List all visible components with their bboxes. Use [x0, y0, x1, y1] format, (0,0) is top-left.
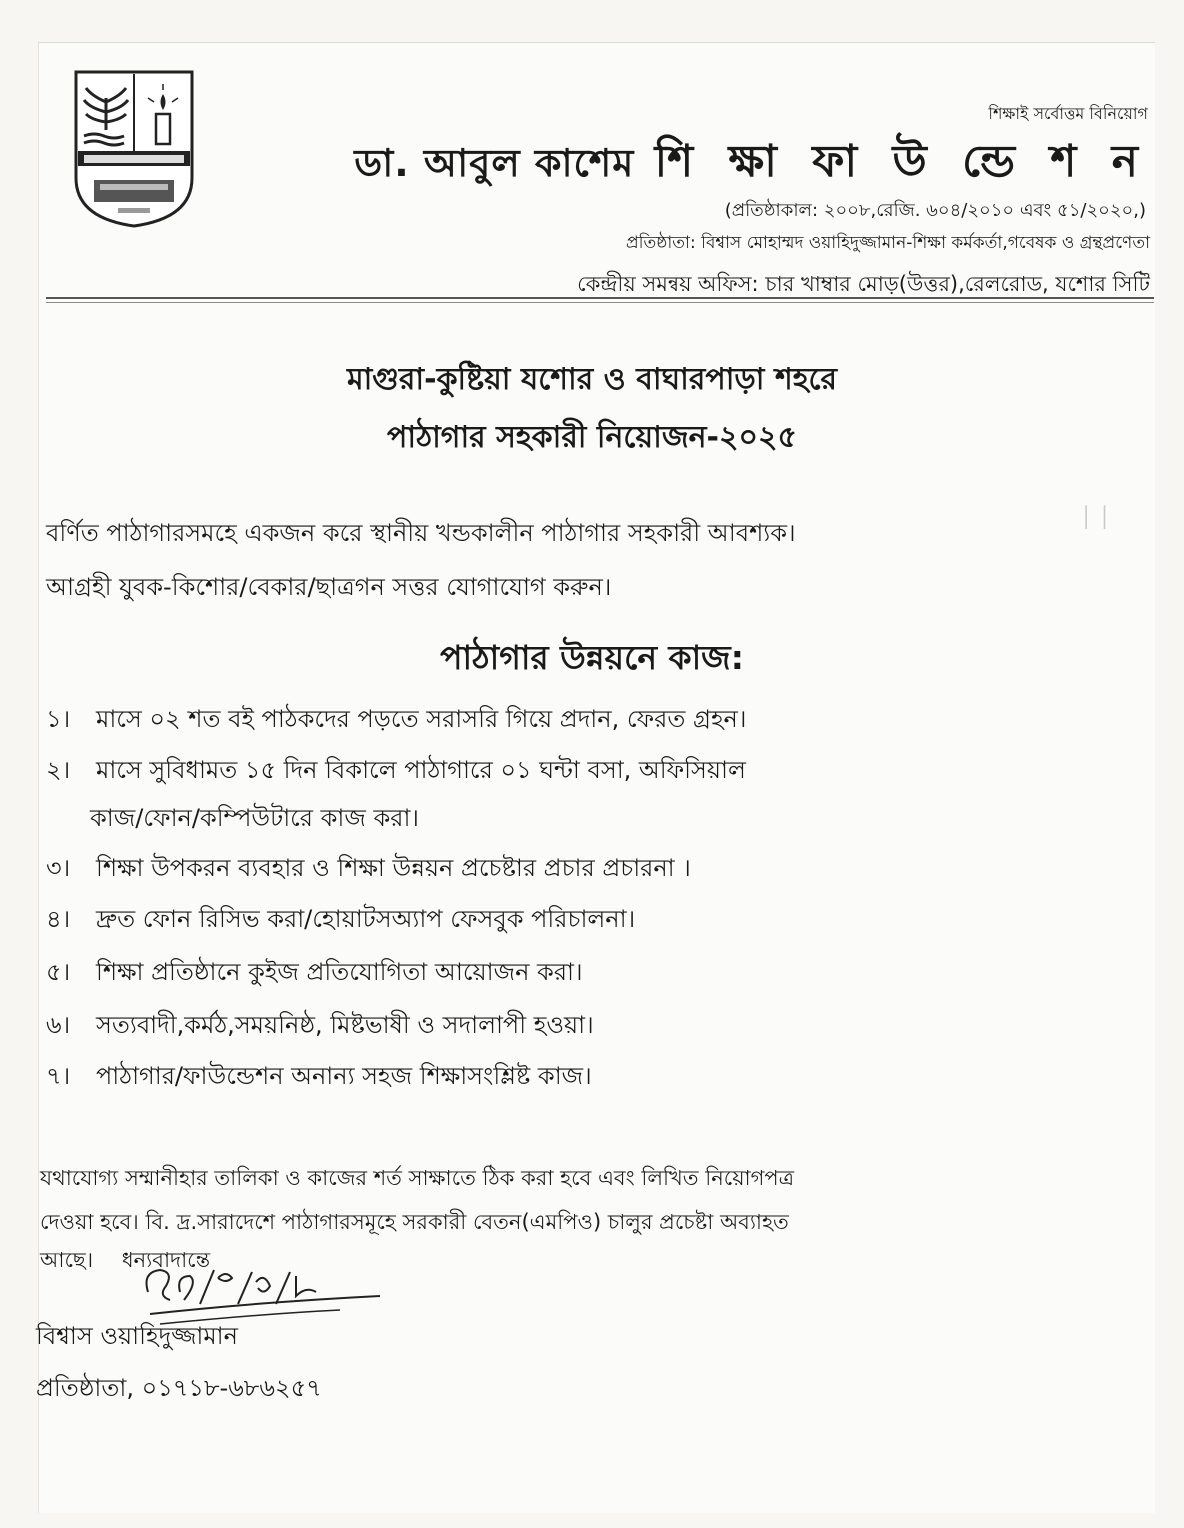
duty-item [46, 901, 635, 941]
notice-title-line1: মাগুরা-কুষ্টিয়া যশোর ও বাঘারপাড়া শহরে [346, 362, 838, 397]
founder-info: প্রতিষ্ঠাতা: বিশ্বাস মোহাম্মদ ওয়াহিদুজ্জামান-শিক্ষা কর্মকর্তা,গবেষক ও গ্রন্থপ্রণেতা [625, 233, 1150, 253]
org-name-main: শি ক্ষা ফা উ ন্ডে শ ন [654, 136, 1148, 187]
duty-item [46, 1007, 594, 1047]
duty-number: ১। [46, 705, 71, 733]
duty-item [46, 752, 746, 792]
duty-number: ৪। [46, 905, 71, 933]
organization-name [354, 128, 1148, 201]
duty-text: সত্যবাদী,কর্মঠ,সময়নিষ্ঠ, মিষ্টভাষী ও সদালাপী হওয়া। [96, 1011, 594, 1039]
duty-text: শিক্ষা উপকরন ব্যবহার ও শিক্ষা উন্নয়ন প্রচেষ্টার প্রচার প্রচারনা । [96, 854, 691, 882]
closing-line2: দেওয়া হবে। বি. দ্র.সারাদেশে পাঠাগারসমূহে সরকারী বেতন(এমপিও) চালুর প্রচেষ্টা অব্যাহত [40, 1210, 789, 1234]
closing-line3-text: আছে। [40, 1248, 94, 1272]
signatory-name: বিশ্বাস ওয়াহিদুজ্জামান [36, 1322, 238, 1350]
bleed-through: │ │ [1080, 505, 1111, 529]
notice-title-line2: পাঠাগার সহকারী নিয়োজন-২০২৫ [387, 420, 797, 455]
duty-number: ৫। [46, 958, 71, 986]
intro-line1: বর্ণিত পাঠাগারসমহে একজন করে স্থানীয় খন্ডকালীন পাঠাগার সহকারী আবশ্যক। [46, 519, 796, 547]
header-divider-thin [46, 302, 1154, 303]
thanks-text: ধন্যবাদান্তে [121, 1248, 211, 1272]
duty-text: পাঠাগার/ফাউন্ডেশন অনান্য সহজ শিক্ষাসংশ্লিষ্ট কাজ। [96, 1062, 592, 1090]
duty-item [46, 701, 746, 741]
tagline: শিক্ষাই সর্বোত্তম বিনিয়োগ [988, 104, 1148, 123]
foundation-logo [70, 68, 198, 230]
duty-text: দ্রুত ফোন রিসিভ করা/হোয়াটসঅ্যাপ ফেসবুক পরিচালনা। [96, 905, 636, 933]
closing-line1: যথাযোগ্য সম্মানীহার তালিকা ও কাজের শর্ত সাক্ষাতে ঠিক করা হবে এবং লিখিত নিয়োগপত্র [40, 1166, 795, 1190]
duty-text: মাসে ০২ শত বই পাঠকদের পড়তে সরাসরি গিয়ে প্রদান, ফেরত গ্রহন। [96, 705, 747, 733]
header-divider [46, 297, 1154, 299]
duty-text: মাসে সুবিধামত ১৫ দিন বিকালে পাঠাগারে ০১ ঘন্টা বসা, অফিসিয়াল [96, 756, 746, 784]
duty-text: শিক্ষা প্রতিষ্ঠানে কুইজ প্রতিযোগিতা আয়োজন করা। [96, 958, 583, 986]
duty-number: ৬। [46, 1011, 71, 1039]
office-address: কেন্দ্রীয় সমন্বয় অফিস: চার খাম্বার মোড়(উত্তর),রেলরোড, যশোর সিটি [577, 272, 1150, 296]
intro-line2: আগ্রহী যুবক-কিশোর/বেকার/ছাত্রগন সত্তর যোগাযোগ করুন। [46, 573, 612, 601]
duty-number: ২। [46, 756, 71, 784]
duty-text-continued: কাজ/ফোন/কম্পিউটারে কাজ করা। [90, 804, 420, 832]
org-name-prefix: ডা. আবুল কাশেম [354, 141, 635, 185]
duty-item [46, 1058, 592, 1098]
duty-item [46, 850, 691, 890]
duties-heading: পাঠাগার উন্নয়নে কাজ: [440, 638, 744, 677]
duty-number: ৭। [46, 1062, 71, 1090]
duty-item [46, 954, 583, 994]
signatory-title-phone: প্রতিষ্ঠাতা, ০১৭১৮-৬৮৬২৫৭ [36, 1374, 322, 1402]
duty-number: ৩। [46, 854, 71, 882]
established-info: (প্রতিষ্ঠাকাল: ২০০৮,রেজি. ৬০৪/২০১০ এবং ৫১/২০২০,) [724, 200, 1146, 221]
